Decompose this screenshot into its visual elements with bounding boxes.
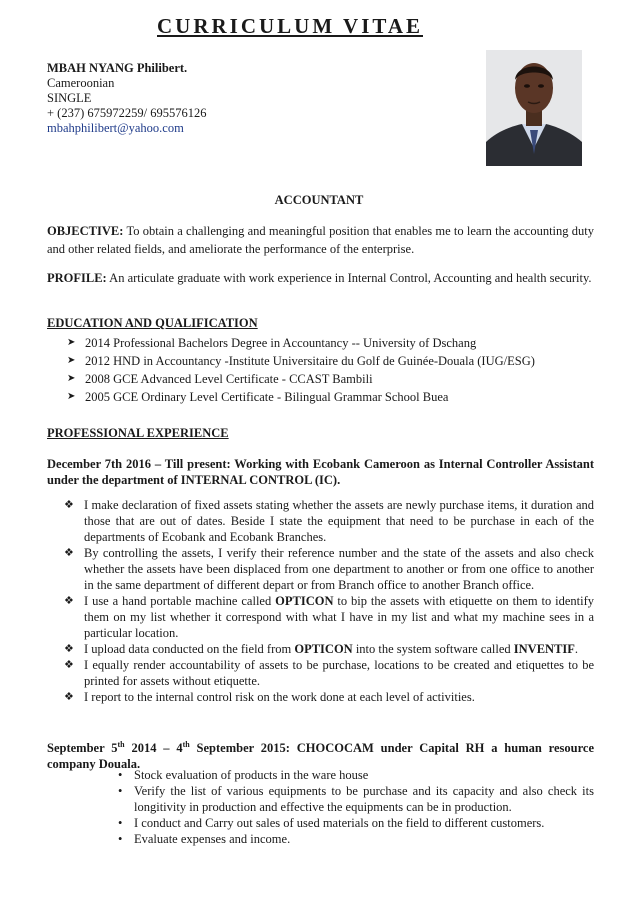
diamond-bullet-icon: ❖: [64, 499, 74, 511]
duty-item: • Evaluate expenses and income.: [118, 832, 291, 846]
diamond-bullet-icon: ❖: [64, 659, 74, 671]
job2-header: September 5th 2014 – 4th September 2015: CHOCOCAM under Capital RH a human resource company Douala.: [47, 740, 594, 772]
profile-paragraph: [47, 269, 594, 287]
dot-bullet-icon: •: [118, 784, 123, 798]
duty-item: ❖ By controlling the assets, I verify their reference number and the state of the assets and also check whether the assets have been displaced from one department to another or from one office to another in the same department of different depart or from Branch office to another Branch office.: [64, 546, 594, 592]
arrow-bullet-icon: ➤: [67, 373, 76, 384]
objective-paragraph: [47, 222, 594, 258]
arrow-bullet-icon: ➤: [67, 337, 76, 348]
marital-status: SINGLE: [47, 91, 92, 105]
dot-bullet-icon: •: [118, 832, 123, 846]
duty-item: ❖ I use a hand portable machine called OPTICON to bip the assets with etiquette on them to identify them on my list whether it correspond with what I have in my list and what my machine sees in a particular location.: [64, 594, 595, 640]
job2-duties: [118, 767, 594, 847]
education-heading: EDUCATION AND QUALIFICATION: [47, 316, 258, 330]
diamond-bullet-icon: ❖: [64, 547, 74, 559]
profile-text: An articulate graduate with work experience in Internal Control, Accounting and health security.: [109, 271, 592, 285]
education-item: ➤ 2012 HND in Accountancy -Institute Universitaire du Golf de Guinée-Douala (IUG/ESG): [67, 354, 535, 368]
phone-number: + (237) 675972259/ 695576126: [47, 106, 207, 120]
contact-block: [47, 61, 206, 136]
job-title: ACCOUNTANT: [274, 193, 364, 207]
duty-item: • Stock evaluation of products in the ware house: [118, 768, 369, 782]
arrow-bullet-icon: ➤: [67, 355, 76, 366]
dot-bullet-icon: •: [118, 768, 123, 782]
applicant-name: MBAH NYANG Philibert.: [47, 61, 188, 75]
nationality: Cameroonian: [47, 76, 115, 90]
diamond-bullet-icon: ❖: [64, 595, 74, 607]
diamond-bullet-icon: ❖: [64, 691, 74, 703]
experience-heading: PROFESSIONAL EXPERIENCE: [47, 426, 229, 440]
education-item: ➤ 2014 Professional Bachelors Degree in Accountancy -- University of Dschang: [67, 336, 477, 350]
portrait-photo: [486, 50, 582, 166]
dot-bullet-icon: •: [118, 816, 123, 830]
objective-label: OBJECTIVE:: [47, 224, 124, 238]
duty-item: • I conduct and Carry out sales of used materials on the field to different customers.: [118, 816, 545, 830]
document-title: CURRICULUM VITAE: [157, 14, 423, 38]
profile-label: PROFILE:: [47, 271, 107, 285]
objective-text: To obtain a challenging and meaningful position that enables me to learn the accounting duty and other related fields, and ameliorate the performance of the enterprise.: [47, 224, 594, 256]
education-item: ➤ 2008 GCE Advanced Level Certificate - CCAST Bambili: [67, 372, 373, 386]
education-list: [67, 334, 597, 406]
job1-duties: [64, 497, 594, 705]
job1-header: December 7th 2016 – Till present: Working with Ecobank Cameroon as Internal Controller Assistant under the department of INTERNAL CONTROL (IC).: [47, 457, 594, 487]
duty-item: ❖ I report to the internal control risk on the work done at each level of activities.: [64, 690, 475, 704]
education-item: ➤ 2005 GCE Ordinary Level Certificate - Bilingual Grammar School Buea: [67, 390, 449, 404]
diamond-bullet-icon: ❖: [64, 643, 74, 655]
email-address[interactable]: mbahphilibert@yahoo.com: [47, 121, 184, 135]
arrow-bullet-icon: ➤: [67, 391, 76, 402]
duty-item: ❖ I equally render accountability of assets to be purchase, locations to be created and etiquettes to be printed for assets without etiquette.: [64, 658, 594, 688]
duty-item: ❖ I make declaration of fixed assets stating whether the assets are newly purchase items, it duration and those that are out of dates. Beside I state the equipment that need to be purchase in each of the departments of Ecobank and Ecobank Branches.: [64, 498, 594, 544]
duty-item: • Verify the list of various equipments to be purchase and its capacity and also check its longitivity in production and effective the equipments can be in production.: [118, 784, 594, 814]
duty-item: ❖ I upload data conducted on the field from OPTICON into the system software called INVENTIF.: [64, 642, 579, 656]
